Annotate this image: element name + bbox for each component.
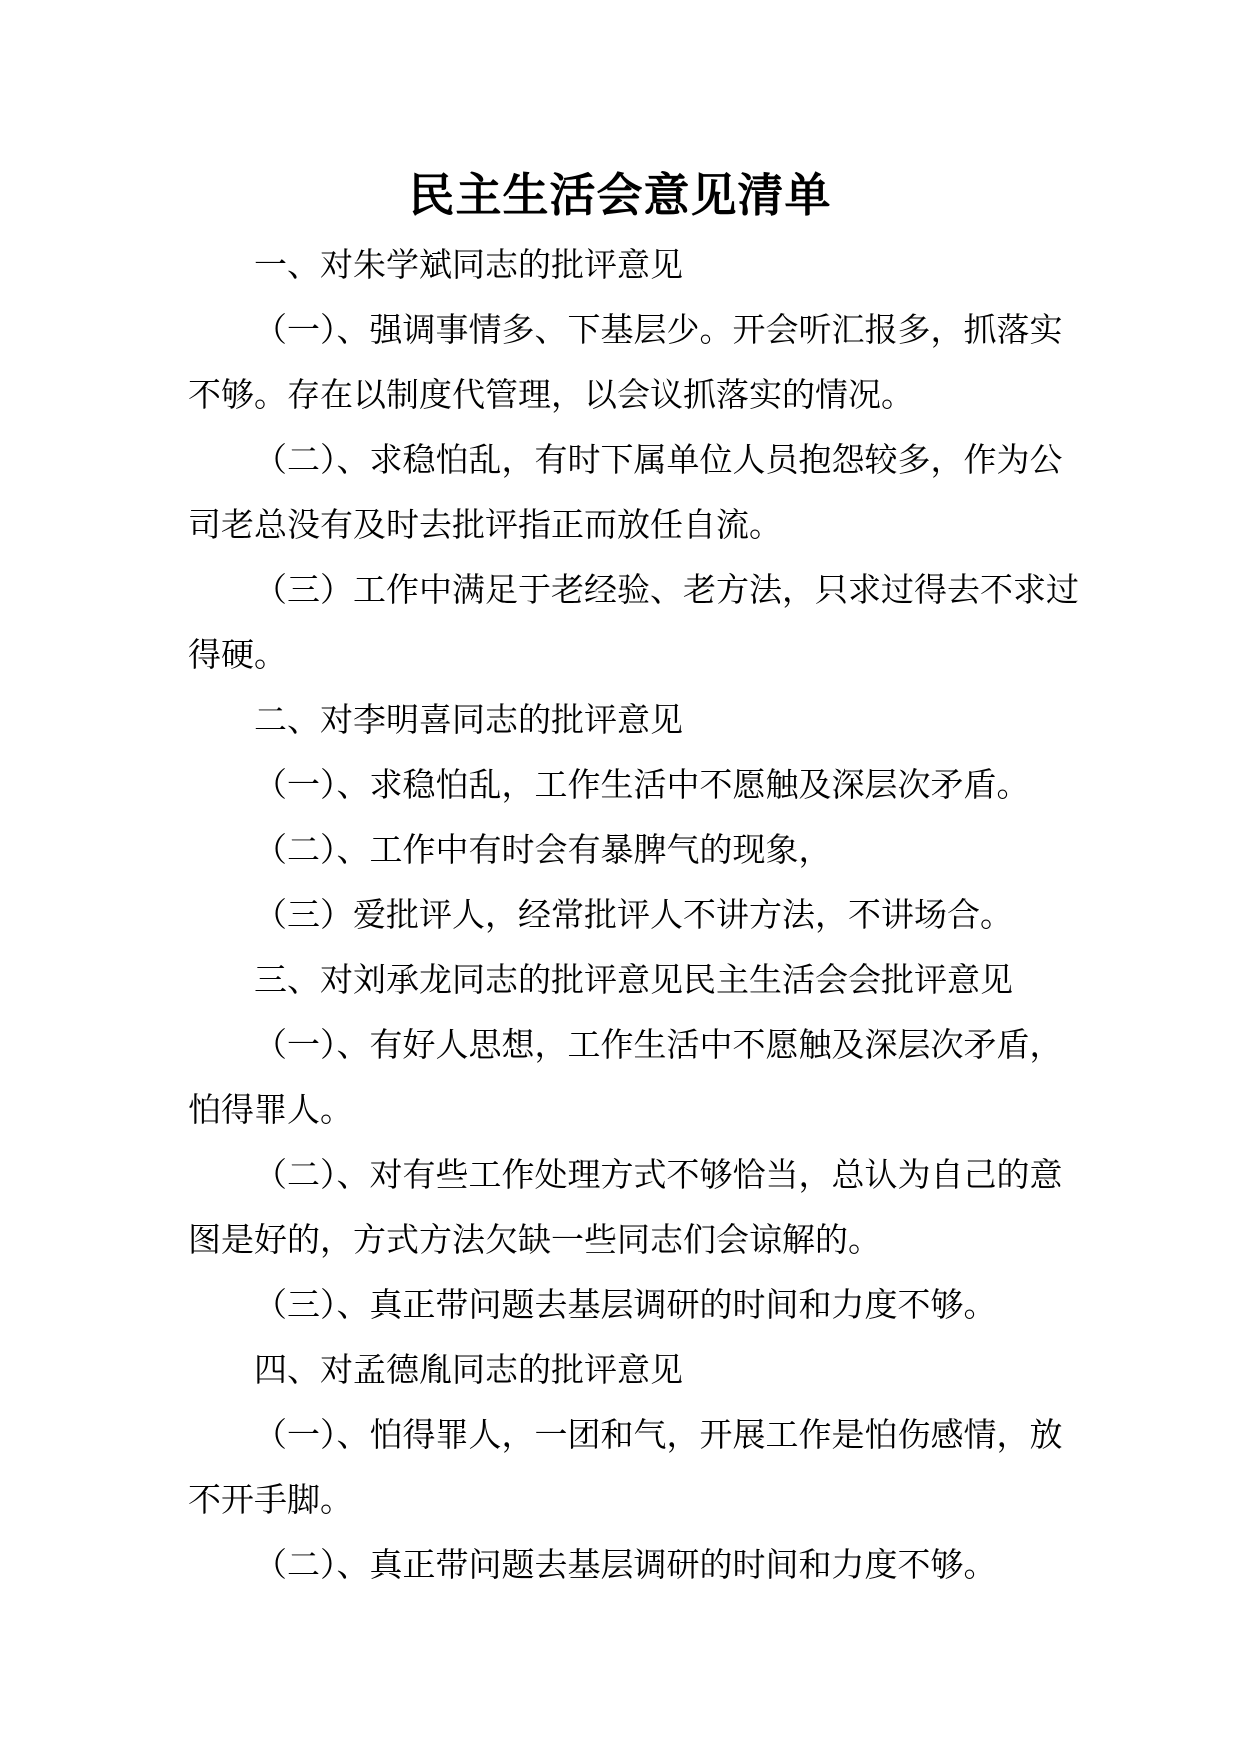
section-heading-2: 二、对李明喜同志的批评意见 — [254, 700, 683, 739]
section-heading-4: 四、对孟德胤同志的批评意见 — [254, 1350, 683, 1389]
paragraph: （二）、求稳怕乱，有时下属单位人员抱怨较多，作为公司老总没有及时去批评指正而放任自流。 — [188, 440, 1063, 544]
paragraph: （二）、对有些工作处理方式不够恰当，总认为自己的意图是好的，方式方法欠缺一些同志们会谅解的。 — [188, 1155, 1063, 1259]
paragraph: （一）、有好人思想，工作生活中不愿触及深层次矛盾，怕得罪人。 — [188, 1025, 1063, 1129]
section-heading-3: 三、对刘承龙同志的批评意见民主生活会会批评意见 — [254, 960, 1013, 999]
paragraph: （三）爱批评人，经常批评人不讲方法，不讲场合。 — [254, 895, 1013, 934]
paragraph: （一）、求稳怕乱，工作生活中不愿触及深层次矛盾。 — [254, 765, 1030, 804]
document-body — [188, 232, 1088, 1597]
paragraph: （三）、真正带问题去基层调研的时间和力度不够。 — [254, 1285, 997, 1324]
section-heading-1: 一、对朱学斌同志的批评意见 — [254, 245, 683, 284]
paragraph: （二）、真正带问题去基层调研的时间和力度不够。 — [254, 1545, 997, 1584]
paragraph: （二）、工作中有时会有暴脾气的现象， — [254, 830, 832, 869]
paragraph: （一）、强调事情多、下基层少。开会听汇报多，抓落实不够。存在以制度代管理，以会议抓落实的情况。 — [188, 310, 1063, 414]
paragraph: （三）工作中满足于老经验、老方法，只求过得去不求过得硬。 — [188, 570, 1079, 674]
document-title: 民主生活会意见清单 — [408, 168, 832, 222]
paragraph: （一）、怕得罪人，一团和气，开展工作是怕伤感情，放不开手脚。 — [188, 1415, 1063, 1519]
